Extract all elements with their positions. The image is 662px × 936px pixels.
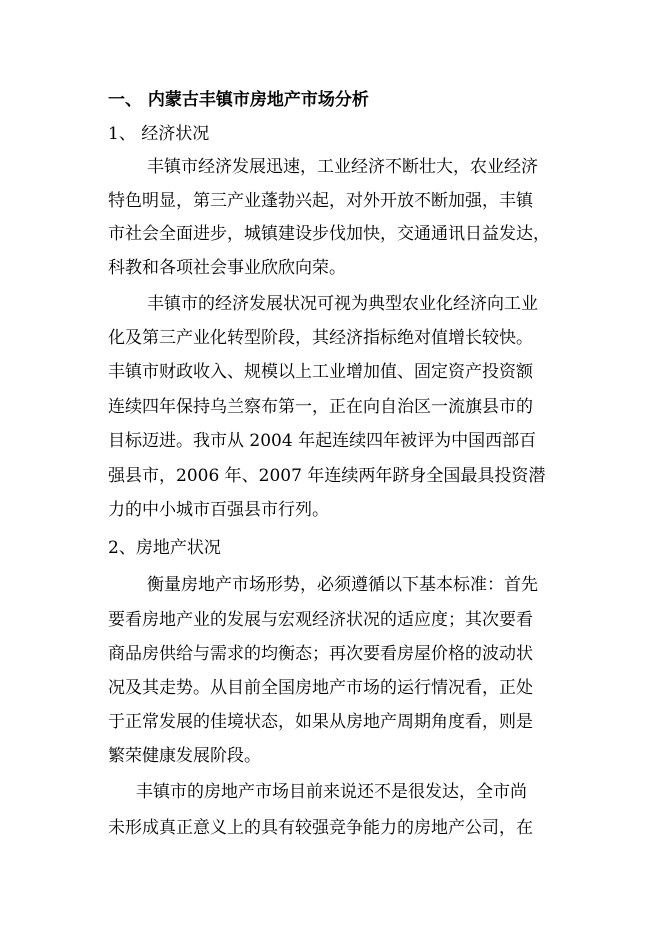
paragraph-line: 于正常发展的佳境状态，如果从房地产周期角度看，则是 bbox=[108, 712, 533, 732]
paragraph-line: 衡量房地产市场形势，必须遵循以下基本标准：首先 bbox=[147, 575, 538, 595]
paragraph-line: 力的中小城市百强县市行列。 bbox=[108, 500, 329, 520]
paragraph-line: 繁荣健康发展阶段。 bbox=[108, 746, 261, 766]
paragraph-line: 未形成真正意义上的具有较强竞争能力的房地产公司，在 bbox=[108, 818, 533, 838]
paragraph-line: 科教和各项社会事业欣欣向荣。 bbox=[108, 258, 346, 278]
paragraph-line: 连续四年保持乌兰察布第一，正在向自治区一流旗县市的 bbox=[108, 397, 533, 417]
paragraph-line: 况及其走势。从目前全国房地产市场的运行情况看，正处 bbox=[108, 678, 533, 698]
paragraph-line: 丰镇市财政收入、规模以上工业增加值、固定资产投资额 bbox=[108, 362, 533, 382]
paragraph-line: 丰镇市的房地产市场目前来说还不是很发达，全市尚 bbox=[136, 782, 527, 802]
paragraph-line: 特色明显，第三产业蓬勃兴起，对外开放不断加强，丰镇 bbox=[108, 191, 533, 211]
paragraph-line: 市社会全面进步，城镇建设步伐加快，交通通讯日益发达， bbox=[108, 224, 550, 244]
section-heading: 一、 内蒙古丰镇市房地产市场分析 bbox=[108, 90, 369, 110]
paragraph-line: 丰镇市的经济发展状况可视为典型农业化经济向工业 bbox=[147, 294, 538, 314]
subsection-heading-real-estate: 2、房地产状况 bbox=[108, 538, 221, 558]
paragraph-line: 化及第三产业化转型阶段，其经济指标绝对值增长较快。 bbox=[108, 328, 533, 348]
paragraph-line: 丰镇市经济发展迅速，工业经济不断壮大，农业经济 bbox=[147, 157, 538, 177]
paragraph-line: 目标迈进。我市从 2004 年起连续四年被评为中国西部百 bbox=[108, 431, 537, 451]
subsection-heading-economy: 1、 经济状况 bbox=[108, 124, 210, 144]
paragraph-line: 强县市，2006 年、2007 年连续两年跻身全国最具投资潜 bbox=[108, 466, 546, 486]
paragraph-line: 要看房地产业的发展与宏观经济状况的适应度；其次要看 bbox=[108, 610, 533, 630]
paragraph-line: 商品房供给与需求的均衡态；再次要看房屋价格的波动状 bbox=[108, 644, 533, 664]
